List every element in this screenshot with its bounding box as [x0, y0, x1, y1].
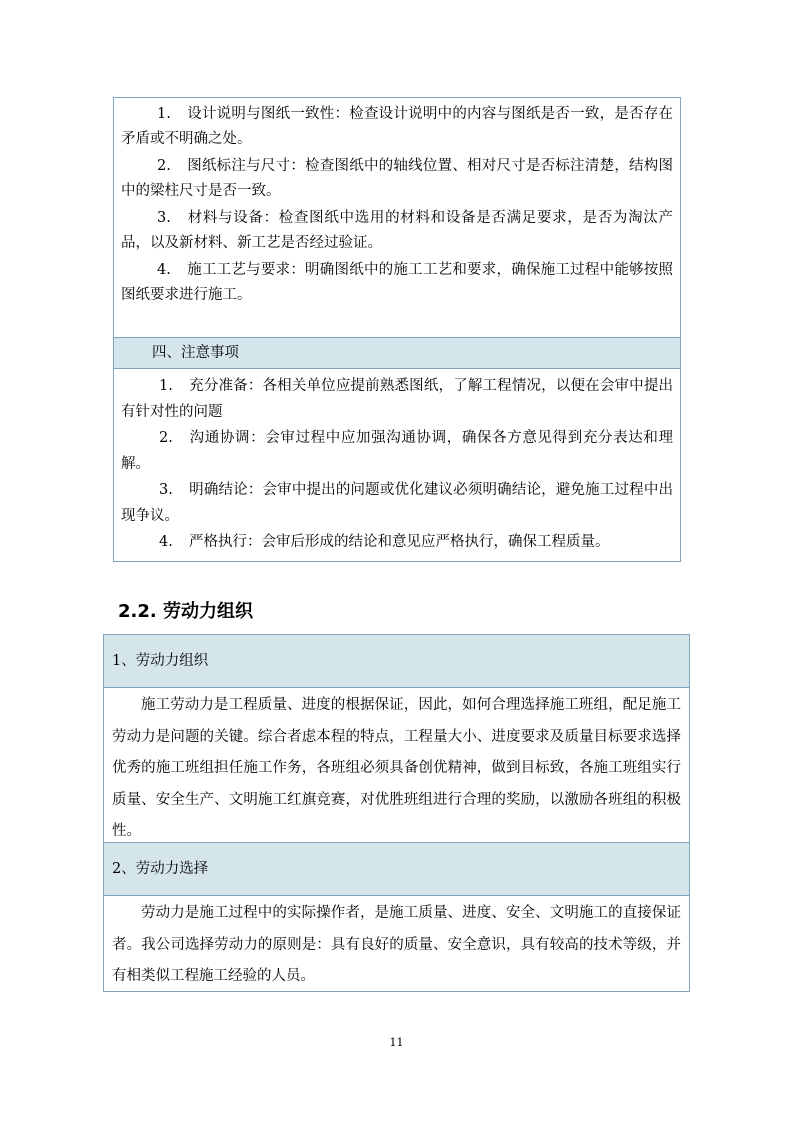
- review-items-cell: [114, 98, 680, 338]
- review-item: 3. 材料与设备：检查图纸中选用的材料和设备是否满足要求，是否为淘汰产品，以及新材料、新工艺是否经过验证。: [121, 210, 673, 251]
- labor-selection-paragraph: 劳动力是施工过程中的实际操作者，是施工质量、进度、安全、文明施工的直接保证者。我公司选择劳动力的原则是：具有良好的质量、安全意识，具有较高的技术等级，并有相类似工程施工经验的人员。: [112, 905, 681, 984]
- review-item: 4. 施工工艺与要求：明确图纸中的施工工艺和要求，确保施工过程中能够按照图纸要求进行施工。: [121, 262, 673, 303]
- note-item: 1. 充分准备：各相关单位应提前熟悉图纸，了解工程情况，以便在会审中提出有针对性的问题: [121, 378, 673, 420]
- labor-selection-header: 2、劳动力选择: [104, 843, 689, 896]
- labor-organization-table: [103, 634, 690, 992]
- notes-header: 四、注意事项: [114, 338, 680, 369]
- section-heading: 2.2. 劳动力组织: [118, 601, 253, 622]
- note-item: 3. 明确结论：会审中提出的问题或优化建议必须明确结论，避免施工过程中出现争议。: [121, 482, 673, 524]
- labor-organization-header: 1、劳动力组织: [104, 635, 689, 688]
- review-item: 1. 设计说明与图纸一致性：检查设计说明中的内容与图纸是否一致，是否存在矛盾或不明确之处。: [121, 106, 673, 147]
- labor-organization-paragraph: 施工劳动力是工程质量、进度的根据保证，因此，如何合理选择施工班组，配足施工劳动力是问题的关键。综合者虑本程的特点，工程量大小、进度要求及质量目标要求选择优秀的施工班组担任施工作务，各班组必须具备创优精神，做到目标致，各施工班组实行质量、安全生产、文明施工红旗竞赛，对优胜班组进行合理的奖励，以激励各班组的积极性。: [104, 688, 689, 843]
- note-item: 4. 严格执行：会审后形成的结论和意见应严格执行，确保工程质量。: [159, 534, 610, 550]
- note-item: 2. 沟通协调：会审过程中应加强沟通协调，确保各方意见得到充分表达和理解。: [121, 430, 673, 472]
- review-item: 2. 图纸标注与尺寸：检查图纸中的轴线位置、相对尺寸是否标注清楚，结构图中的梁柱尺寸是否一致。: [121, 158, 673, 199]
- review-content-table: [113, 97, 681, 562]
- notes-cell: [114, 369, 680, 561]
- page-number: 11: [389, 1036, 404, 1049]
